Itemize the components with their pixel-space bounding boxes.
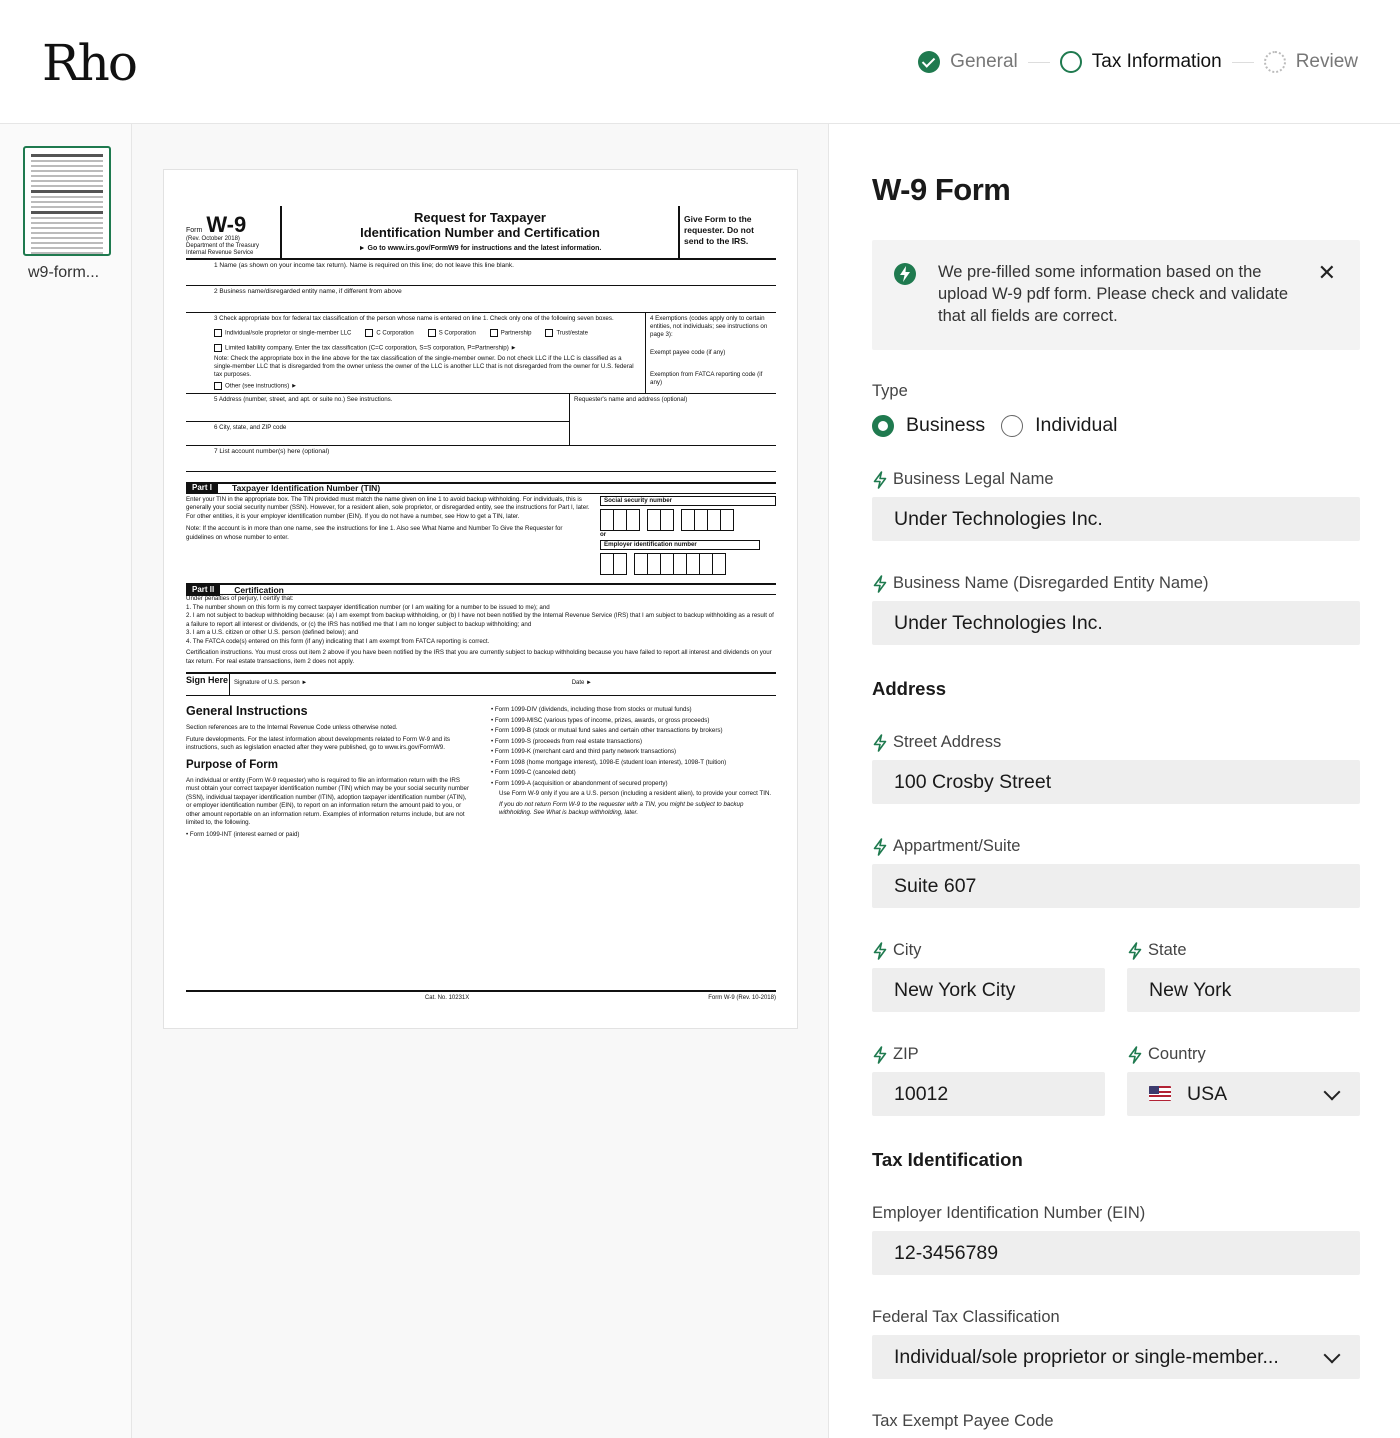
w9-bullet: Use Form W-9 only if you are a U.S. person (including a resident alien), to provide your correct TIN. xyxy=(499,790,772,798)
business-legal-name-label: Business Legal Name xyxy=(872,470,1054,489)
suite-label: Appartment/Suite xyxy=(872,837,1021,856)
w9-bullet: • Form 1099-A (acquisition or abandonment of secured property) xyxy=(491,779,668,787)
w9-bullet: If you do not return Form W-9 to the requester with a TIN, you might be subject to backup withholding. See What is backup withholding, later. xyxy=(499,800,744,817)
w9-bullet: • Form 1098 (home mortgage interest), 1098-E (student loan interest), 1098-T (tuition) xyxy=(491,758,727,766)
lightning-bolt-icon xyxy=(872,734,888,752)
ein-input[interactable]: 12-3456789 xyxy=(872,1231,1360,1275)
classification-value: Individual/sole proprietor or single-member... xyxy=(894,1346,1279,1368)
w9-line-1: 1 Name (as shown on your income tax return). Name is required on this line; do not leave this line blank. xyxy=(186,260,776,286)
step-divider xyxy=(1232,62,1254,63)
w9-part-2-header: Part II Certification xyxy=(186,583,776,595)
document-viewer xyxy=(132,124,829,1438)
w9-line-3: 3 Check appropriate box for federal tax classification of the person whose name is entered on line 1. Check only one of the following seven boxes. Individual/sole proprietor or single-member LLC C Corporation S Corporation Partnership Trust/estate Limited liability company. Enter the tax classification (C=C corporation, S=S corporation, P=Partnership) ► Note: Check the appropriate box in the line above for the tax classification of the single-member owner. Do not check LLC if the LLC is classified as a single-member LLC that is disregarded from the owner unless the owner of the LLC is another LLC that is not disregarded from the owner for U.S. federal tax purposes. Other (see instructions) ► 4 Exemptions (codes apply only to certain entities, not individuals; see instructions on page 3): Exempt payee code (if any) Exemption from FATCA reporting code (if any) xyxy=(186,313,776,394)
lightning-bolt-icon xyxy=(872,575,888,593)
document-file-name[interactable]: w9-form... xyxy=(28,264,100,281)
city-label: City xyxy=(872,941,921,960)
type-label: Type xyxy=(872,382,908,400)
chevron-down-icon xyxy=(1324,1084,1341,1101)
w9-bullet: • Form 1099-S (proceeds from real estate transactions) xyxy=(491,737,643,745)
rho-logo[interactable]: Rho xyxy=(42,34,136,92)
business-legal-name-input[interactable]: Under Technologies Inc. xyxy=(872,497,1360,541)
business-radio-label[interactable]: Business xyxy=(906,414,986,436)
country-select[interactable] xyxy=(1127,1072,1360,1116)
notice-text: We pre-filled some information based on the upload W-9 pdf form. Please check and validate that all fields are correct. xyxy=(938,263,1289,325)
w9-title: Request for Taxpayer Identification Number and Certification ► Go to www.irs.gov/FormW9 for instructions and the latest information. xyxy=(282,206,680,258)
lightning-bolt-icon xyxy=(872,1046,888,1064)
zip-input[interactable]: 10012 xyxy=(872,1072,1105,1116)
federal-tax-classification-label: Federal Tax Classification xyxy=(872,1308,1060,1326)
w9-bullet: • Form 1099-DIV (dividends, including those from stocks or mutual funds) xyxy=(491,706,692,714)
individual-radio[interactable] xyxy=(1001,415,1023,437)
w9-line-5-6: 5 Address (number, street, and apt. or suite no.) See instructions. 6 City, state, and ZIP code Requester's name and address (optional) xyxy=(186,394,776,446)
w9-form-panel xyxy=(830,124,1400,1438)
lightning-bolt-icon xyxy=(872,942,888,960)
state-label: State xyxy=(1127,941,1187,960)
close-icon[interactable]: ✕ xyxy=(1317,260,1336,285)
w9-document-page xyxy=(163,169,798,1029)
tax-identification-heading: Tax Identification xyxy=(872,1149,1023,1170)
document-thumbnail-rail xyxy=(0,124,132,1438)
step-tax-information[interactable] xyxy=(1060,51,1222,73)
w9-part-1-header: Part I Taxpayer Identification Number (TIN) xyxy=(186,482,776,494)
w9-bullet: • Form 1099-MISC (various types of income, prizes, awards, or gross proceeds) xyxy=(491,716,710,724)
business-name-label: Business Name (Disregarded Entity Name) xyxy=(872,574,1208,593)
w9-bullet: • Form 1099-B (stock or mutual fund sales and certain other transactions by brokers) xyxy=(491,727,723,735)
w9-signature-row: Sign Here Signature of U.S. person ► Date ► xyxy=(186,672,776,696)
business-name-input[interactable]: Under Technologies Inc. xyxy=(872,601,1360,645)
country-label: Country xyxy=(1127,1045,1206,1064)
zip-label: ZIP xyxy=(872,1045,919,1064)
type-radio-group xyxy=(872,414,1118,437)
w9-footer: Cat. No. 10231X Form W-9 (Rev. 10-2018) xyxy=(186,990,776,1001)
step-divider xyxy=(1028,62,1050,63)
tax-exempt-payee-code-label: Tax Exempt Payee Code xyxy=(872,1412,1054,1430)
lightning-bolt-icon xyxy=(1127,942,1143,960)
chevron-down-icon xyxy=(1324,1347,1341,1364)
federal-tax-classification-select[interactable] xyxy=(872,1335,1360,1379)
state-input[interactable]: New York xyxy=(1127,968,1360,1012)
lightning-bolt-icon xyxy=(872,838,888,856)
country-value: USA xyxy=(1187,1083,1228,1105)
w9-bullet: • Form 1099-C (canceled debt) xyxy=(491,769,576,777)
top-header xyxy=(0,0,1400,124)
suite-input[interactable]: Suite 607 xyxy=(872,864,1360,908)
form-title: W-9 Form xyxy=(872,172,1011,207)
w9-bullet: • Form 1099-K (merchant card and third party network transactions) xyxy=(491,748,677,756)
street-address-input[interactable]: 100 Crosby Street xyxy=(872,760,1360,804)
street-address-label: Street Address xyxy=(872,733,1001,752)
step-label: Review xyxy=(1295,51,1358,72)
progress-stepper xyxy=(918,46,1358,78)
lightning-bolt-icon xyxy=(1127,1046,1143,1064)
us-flag-icon xyxy=(1149,1086,1171,1101)
step-general[interactable] xyxy=(918,51,1018,73)
city-input[interactable]: New York City xyxy=(872,968,1105,1012)
w9-line-7: 7 List account number(s) here (optional) xyxy=(186,446,776,472)
business-radio[interactable] xyxy=(872,415,894,437)
individual-radio-label[interactable]: Individual xyxy=(1035,414,1118,436)
w9-give-form: Give Form to the requester. Do not send to the IRS. xyxy=(684,214,754,246)
document-thumbnail[interactable] xyxy=(23,146,111,256)
w9-form-id: Form W-9 (Rev. October 2018) Department of the Treasury Internal Revenue Service xyxy=(186,206,282,258)
address-heading: Address xyxy=(872,678,947,699)
pending-circle-icon xyxy=(1264,51,1286,73)
check-circle-icon xyxy=(918,51,940,73)
w9-part-2: Under penalties of perjury, I certify that: 1. The number shown on this form is my correct taxpayer identification number (or I am waiting for a number to be issued to me); and 2. I am not subject to backup withholding because: (a) I am exempt from backup withholding, or (b) I have not been notified by the Internal Revenue Service (IRS) that I am subject to backup withholding as a result of a failure to report all interest or dividends, or (c) the IRS has notified me that I am no longer subject to backup withholding; and 3. I am a U.S. citizen or other U.S. person (defined below); and 4. The FATCA code(s) entered on this form (if any) indicating that I am exempt from FATCA reporting is correct. Certification instructions. You must cross out item 2 above if you have been notified by the IRS that you are currently subject to backup withholding because you have failed to report all interest and dividends on your tax return. For real estate transactions, item 2 does not apply. xyxy=(186,595,774,665)
w9-instructions: General Instructions Section references are to the Internal Revenue Code unless otherwise noted. Future developments. For the latest information about developments related to Form W-9 and its instructions, such as legislation enacted after they were published, go to www.irs.gov/FormW9. Purpose of Form An individual or entity (Form W-9 requester) who is required to file an information return with the IRS must obtain your correct taxpayer identification number (TIN) which may be your social security number (SSN), individual taxpayer identification number (ITIN), adoption taxpayer identification number (ATIN), or employer identification number (EIN), to report on an information return the amount paid to you, or other amount reportable on an information return. Examples of information returns include, but are not limited to, the following. • Form 1099-INT (interest earned or paid) • Form 1099-DIV (dividends, including those from stocks or mutual funds) • Form 1099-MISC (various types of income, prizes, awards, or gross proceeds) • Form 1099-B (stock or mutual fund sales and certain other transactions by brokers) • Form 1099-S (proceeds from real estate transactions) • Form 1099-K (merchant card and third party network transactions) • Form 1098 (home mortgage interest), 1098-E (student loan interest), 1098-T (tuition) • Form 1099-C (canceled debt) • Form 1099-A (acquisition or abandonment of secured property) Use Form W-9 only if you are a U.S. person (including a resident alien), to provide your correct TIN. If you do not return Form W-9 to the requester with a TIN, you might be subject to backup withholding. See What is backup withholding, later. xyxy=(186,704,776,839)
active-circle-icon xyxy=(1060,51,1082,73)
w9-line-2: 2 Business name/disregarded entity name, if different from above xyxy=(186,286,776,313)
step-label: General xyxy=(950,51,1018,72)
step-review[interactable] xyxy=(1264,51,1358,73)
lightning-bolt-icon xyxy=(894,263,916,285)
w9-part-1: Enter your TIN in the appropriate box. The TIN provided must match the name given on line 1 to avoid backup withholding. For individuals, this is generally your social security number (SSN). However, for a resident alien, sole proprietor, or disregarded entity, see the instructions for Part I, later. For other entities, it is your employer identification number (EIN). If you do not have a number, see How to get a TIN, later. Note: If the account is in more than one name, see the instructions for line 1. Also see What Name and Number To Give the Requester for guidelines on whose number to enter. Social security number or Employer identification number xyxy=(186,496,776,576)
lightning-bolt-icon xyxy=(872,471,888,489)
step-label: Tax Information xyxy=(1091,51,1222,72)
ein-label: Employer Identification Number (EIN) xyxy=(872,1204,1146,1222)
prefill-notice xyxy=(872,240,1360,350)
